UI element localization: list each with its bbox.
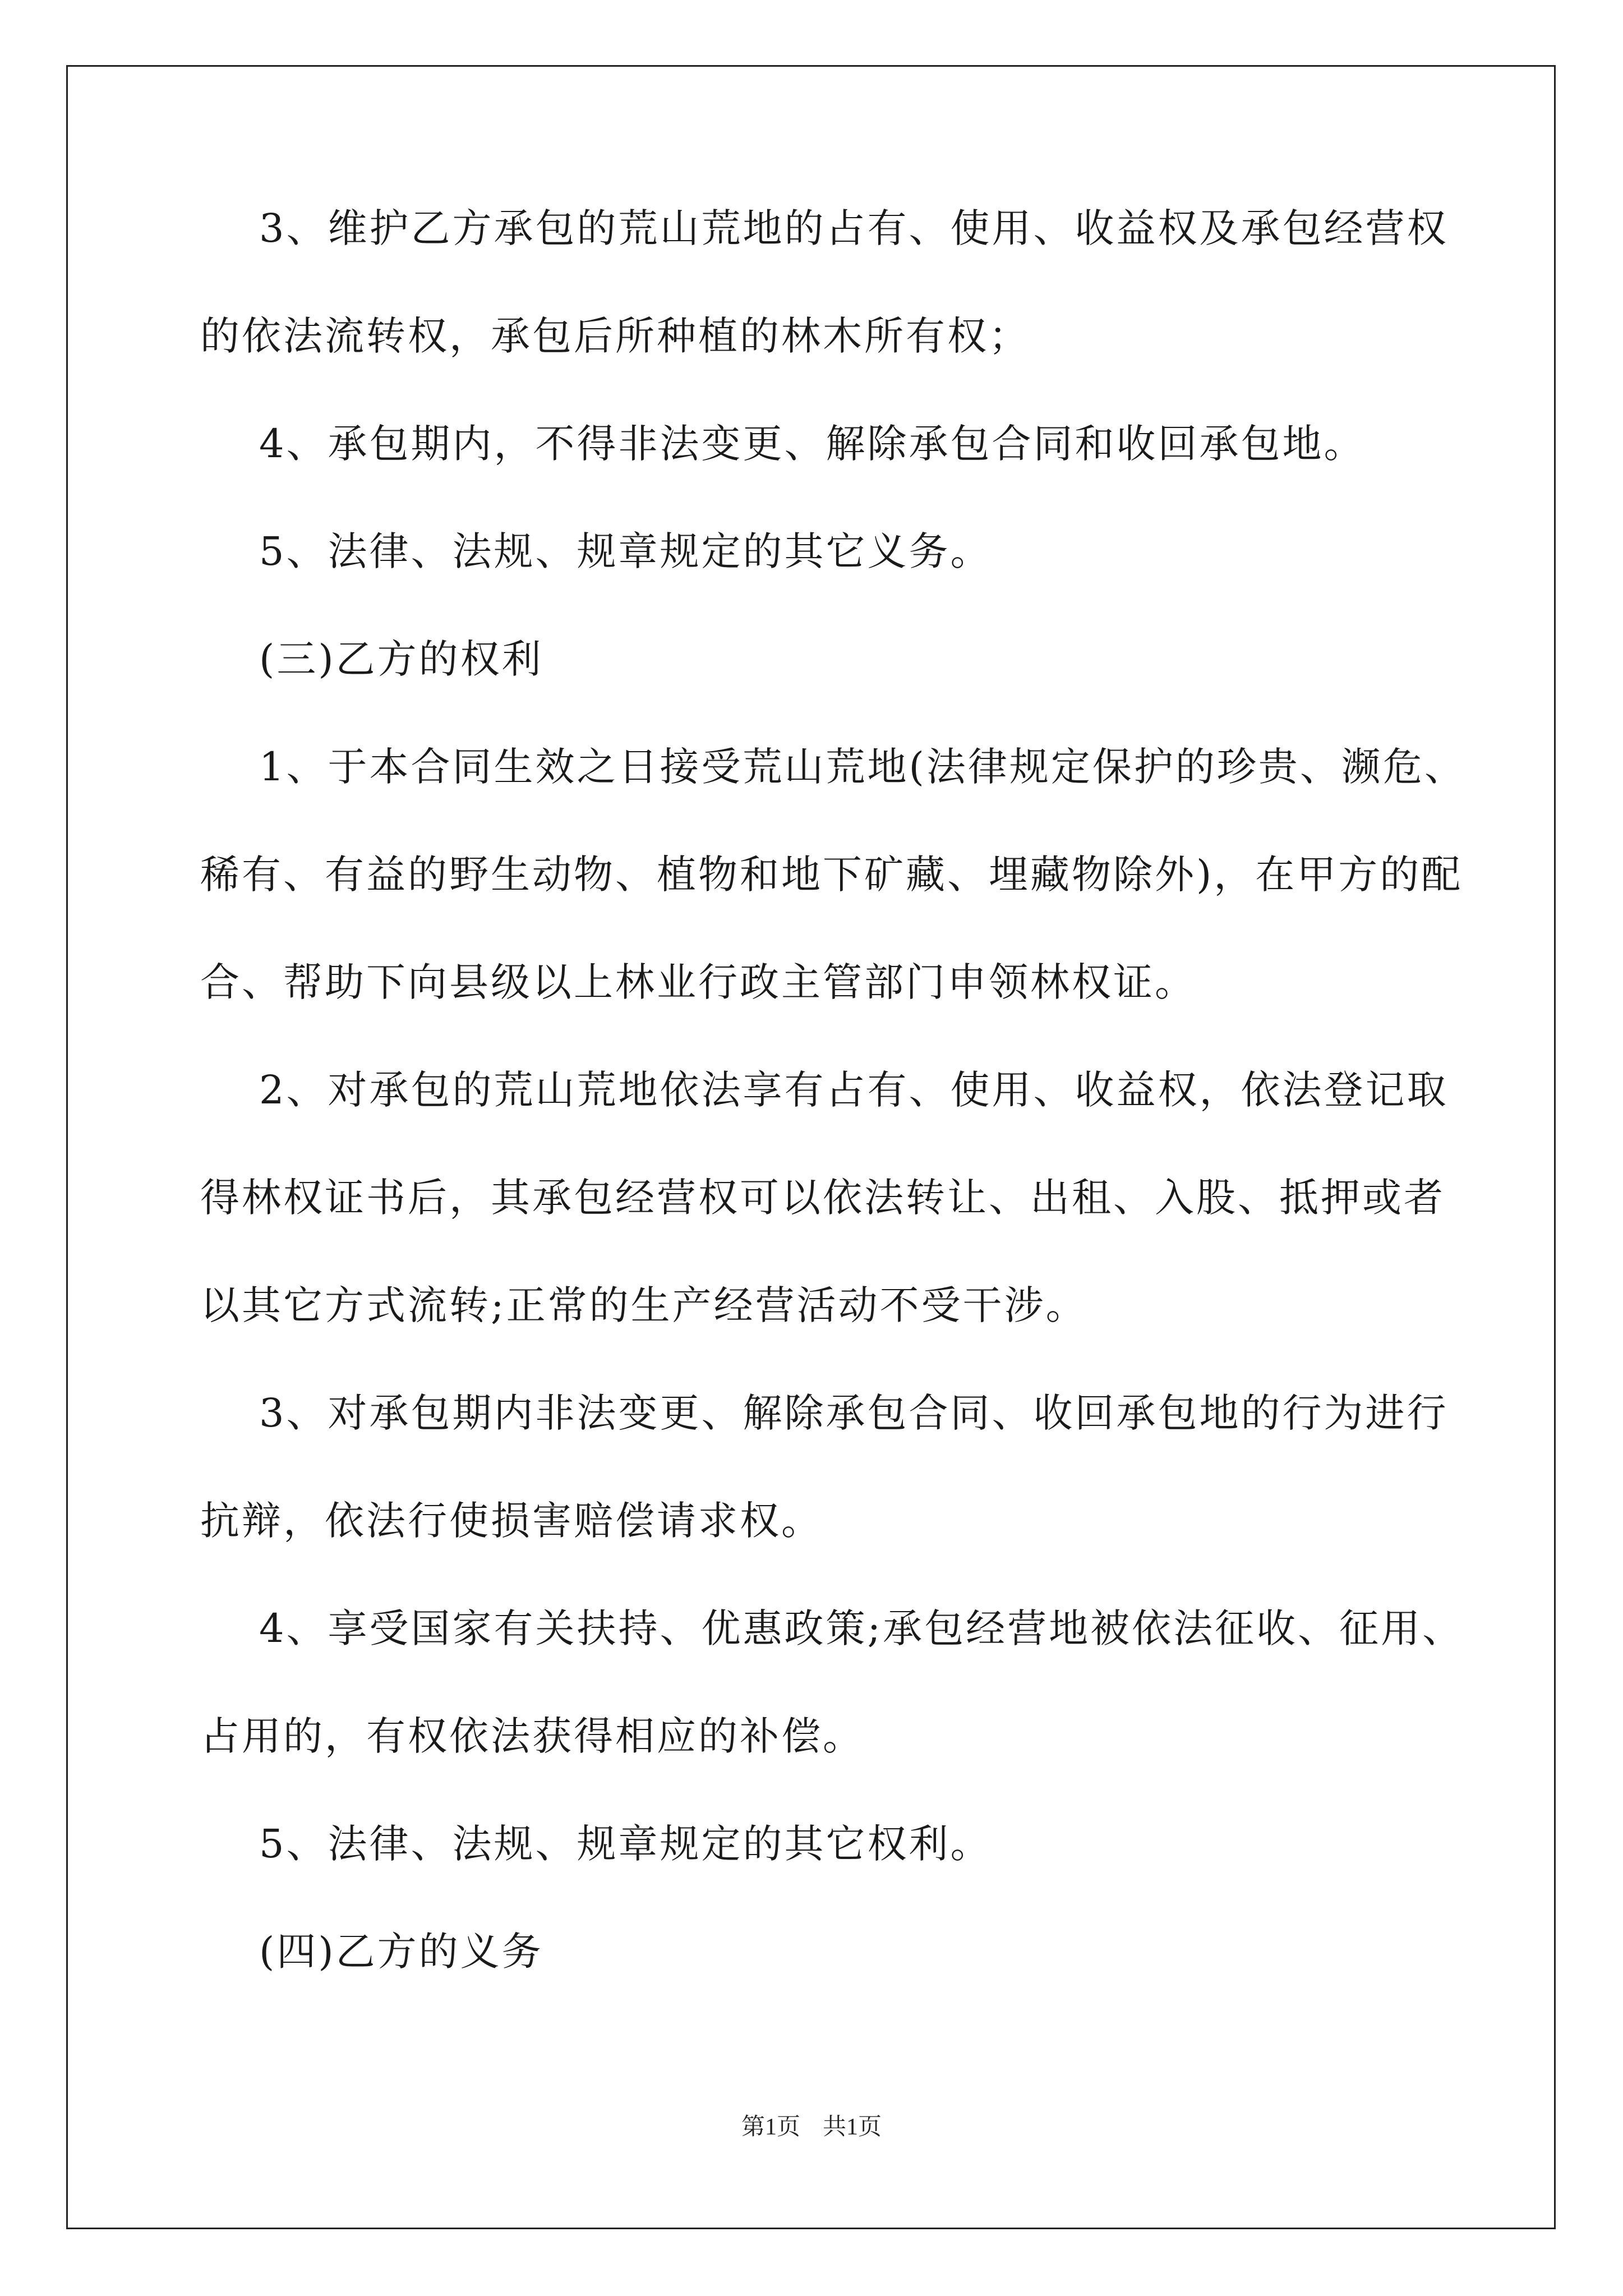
text-line: 稀有、有益的野生动物、植物和地下矿藏、埋藏物除外)，在甲方的配 (200, 852, 1463, 898)
text-line: 4、承包期内，不得非法变更、解除承包合同和收回承包地。 (200, 421, 1366, 467)
text-line: 得林权证书后，其承包经营权可以依法转让、出租、入股、抵押或者 (200, 1175, 1445, 1221)
page-number-current: 第1页 (741, 2114, 800, 2140)
text-line: 3、维护乙方承包的荒山荒地的占有、使用、收益权及承包经营权 (200, 205, 1449, 251)
text-line: 抗辩，依法行使损害赔偿请求权。 (200, 1498, 823, 1544)
section-heading: (四)乙方的义务 (200, 1929, 543, 1975)
text-line: 5、法律、法规、规章规定的其它义务。 (200, 528, 992, 574)
text-line: 合、帮助下向县级以上林业行政主管部门申领林权证。 (200, 959, 1196, 1005)
page-footer (0, 2108, 1623, 2142)
text-line: 以其它方式流转;正常的生产经营活动不受干涉。 (200, 1282, 1087, 1328)
page-number-total: 共1页 (823, 2114, 882, 2140)
text-line: 5、法律、法规、规章规定的其它权利。 (200, 1821, 992, 1867)
text-line: 1、于本合同生效之日接受荒山荒地(法律规定保护的珍贵、濒危、 (200, 744, 1466, 790)
text-line: 3、对承包期内非法变更、解除承包合同、收回承包地的行为进行 (200, 1390, 1449, 1436)
page-border (66, 65, 1556, 2229)
text-line: 2、对承包的荒山荒地依法享有占有、使用、收益权，依法登记取 (200, 1067, 1449, 1113)
section-heading: (三)乙方的权利 (200, 636, 543, 682)
text-line: 的依法流转权，承包后所种植的林木所有权； (200, 313, 1030, 359)
text-line: 4、享受国家有关扶持、优惠政策;承包经营地被依法征收、征用、 (200, 1605, 1464, 1651)
text-line: 占用的，有权依法获得相应的补偿。 (200, 1713, 864, 1759)
